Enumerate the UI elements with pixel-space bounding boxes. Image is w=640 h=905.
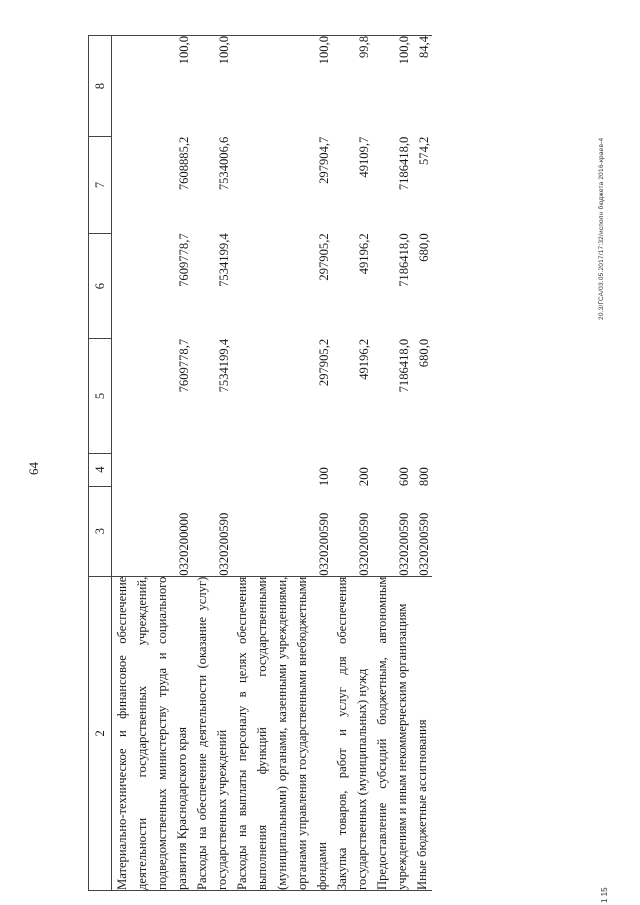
approved-amount: 680,0 — [417, 338, 431, 368]
target-code: 0320200000 — [177, 512, 191, 576]
table-row — [332, 36, 372, 891]
executed-amount: 297904,7 — [317, 136, 331, 184]
expense-group — [192, 453, 232, 486]
executed-amount: 49109,7 — [357, 136, 371, 178]
executed-amount: 7608885,2 — [177, 136, 191, 191]
expense-group: 600 — [397, 467, 411, 487]
budget-list-amount: 7609778,7 — [177, 233, 191, 287]
target-code: 0320200590 — [417, 512, 431, 576]
execution-percent: 100,0 — [112, 36, 193, 137]
expense-group: 800 — [417, 467, 431, 487]
execution-percent: 100,0 — [192, 36, 232, 137]
executed-amount: 7186418,0 — [397, 136, 411, 191]
execution-percent: 99,8 — [332, 36, 372, 137]
table-row — [192, 36, 232, 891]
budget-list-amount: 297905,2 — [317, 233, 331, 281]
header-cell-5: 5 — [89, 339, 112, 453]
approved-amount: 7609778,7 — [177, 338, 191, 393]
execution-percent: 84,4 — [412, 36, 432, 137]
budget-execution-table — [88, 35, 432, 891]
target-code: 0320200590 — [317, 512, 331, 576]
row-name: Иные бюджетные ассигнования — [412, 576, 432, 890]
expense-group — [112, 453, 193, 486]
row-name: Закупка товаров, работ и услуг для обеспечения государственных (муниципальных) нужд — [332, 576, 372, 890]
target-code: 0320200590 — [397, 512, 411, 576]
document-footer-code: 20.3/ГСА/03.05.2017/17:32/исполн бюджета 2016-краев-4 — [598, 137, 605, 320]
approved-amount: 7186418,0 — [397, 338, 411, 393]
row-name: Предоставление субсидий бюджетным, автономным учреждениям и иным некоммерческим организациям — [372, 576, 412, 890]
execution-percent: 100,0 — [232, 36, 332, 137]
page-number: 64 — [26, 462, 41, 475]
header-cell-2: 2 — [89, 576, 112, 890]
executed-amount: 7534006,6 — [217, 136, 231, 191]
expense-group: 200 — [357, 467, 371, 487]
expense-group: 100 — [317, 467, 331, 487]
budget-list-amount: 7534199,4 — [217, 233, 231, 287]
approved-amount: 7534199,4 — [217, 338, 231, 393]
budget-list-amount: 49196,2 — [357, 233, 371, 275]
target-code: 0320200590 — [217, 512, 231, 576]
approved-amount: 49196,2 — [357, 338, 371, 380]
row-name: Расходы на выплаты персоналу в целях обеспечения выполнения функций государственными (муниципальными) органами, казенными учреждениями, органами управления государственными внебюджетными фондами — [232, 576, 332, 890]
header-cell-3: 3 — [89, 486, 112, 576]
table-row — [112, 36, 193, 891]
header-cell-6: 6 — [89, 233, 112, 339]
execution-percent: 100,0 — [372, 36, 412, 137]
header-row — [89, 36, 112, 891]
row-name: Материально-техническое и финансовое обеспечение деятельности государственных учреждений, подведомственных министерству труда и социального развития Краснодарского края — [112, 576, 193, 890]
corner-mark: 1 15 — [600, 887, 609, 903]
table-row — [412, 36, 432, 891]
budget-list-amount: 7186418,0 — [397, 233, 411, 287]
header-cell-4: 4 — [89, 453, 112, 486]
row-name: Расходы на обеспечение деятельности (оказание услуг) государственных учреждений — [192, 576, 232, 890]
table-row — [372, 36, 412, 891]
executed-amount: 574,2 — [417, 136, 431, 165]
target-code: 0320200590 — [357, 512, 371, 576]
header-cell-7: 7 — [89, 137, 112, 234]
header-cell-8: 8 — [89, 36, 112, 137]
budget-list-amount: 680,0 — [417, 233, 431, 262]
table-row — [232, 36, 332, 891]
approved-amount: 297905,2 — [317, 338, 331, 387]
